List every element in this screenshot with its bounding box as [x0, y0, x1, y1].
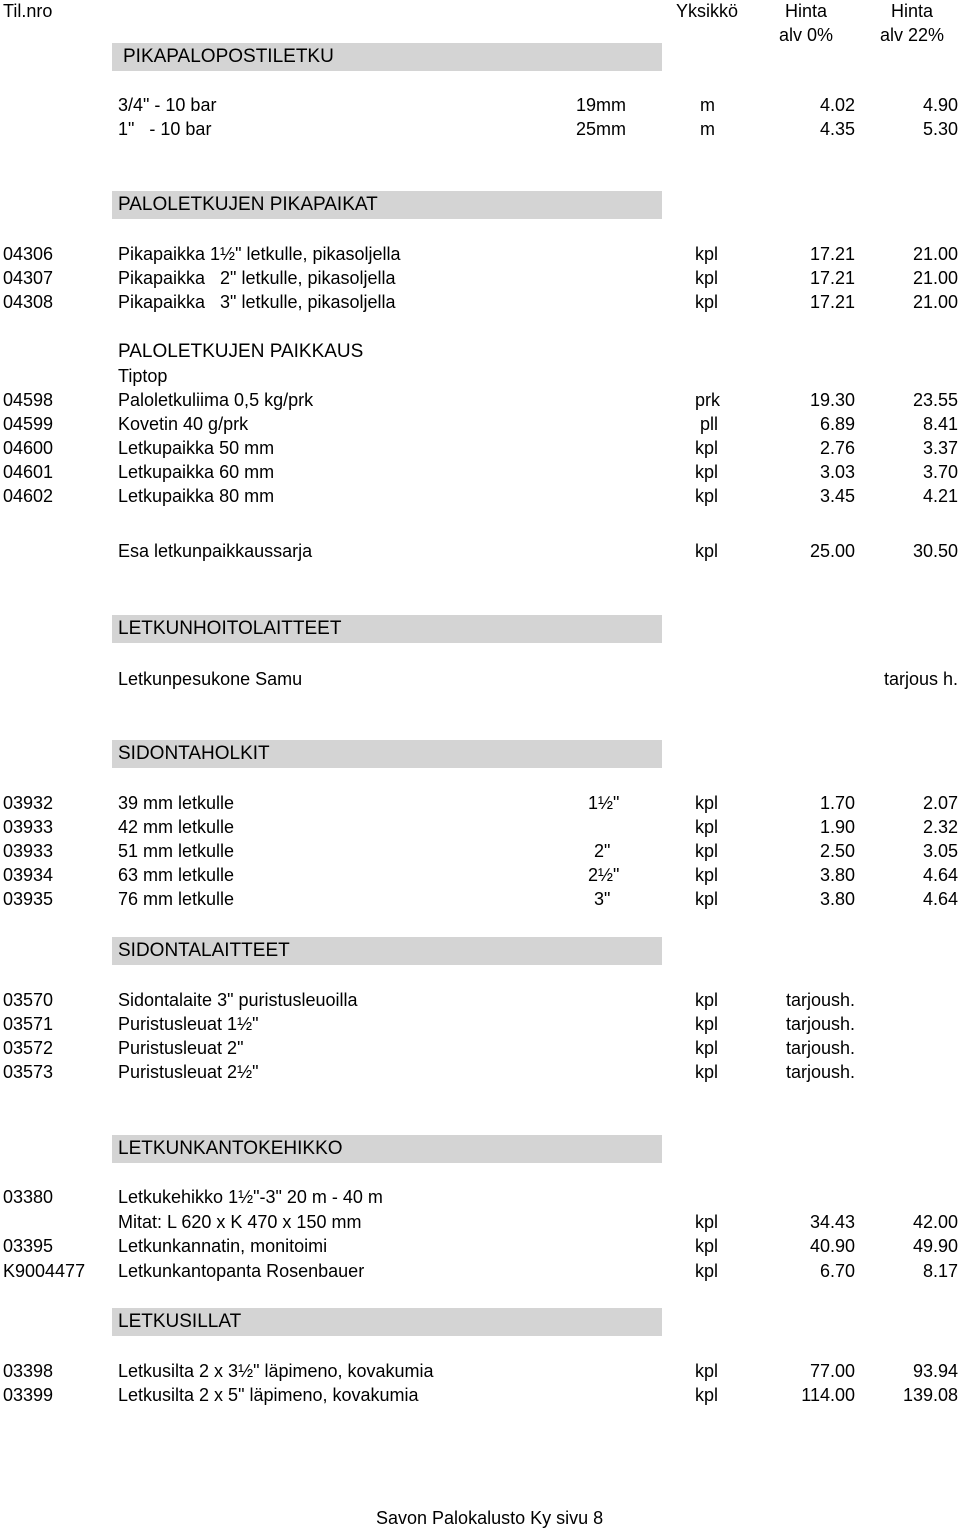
item-desc: Puristusleuat 1½": [118, 1014, 259, 1034]
item-price0: 3.03: [819, 462, 855, 482]
item-size: 2": [594, 841, 611, 861]
item-price0: 34.43: [809, 1212, 855, 1232]
section-subtitle: Tiptop: [118, 366, 168, 386]
item-desc: 39 mm letkulle: [118, 793, 235, 813]
item-unit: m: [700, 95, 715, 115]
item-unit: kpl: [695, 990, 719, 1010]
item-price22: 2.07: [922, 793, 958, 813]
item-nro: 04306: [3, 244, 54, 264]
item-unit: kpl: [695, 1385, 719, 1405]
item-price22: 21.00: [912, 244, 958, 264]
section-title: SIDONTAHOLKIT: [118, 743, 270, 764]
item-nro: 03934: [3, 865, 54, 885]
item-desc: Pikapaikka 3" letkulle, pikasoljella: [118, 292, 396, 312]
item-price22: 4.21: [922, 486, 958, 506]
col-header-price0: Hinta: [784, 1, 828, 21]
item-price22: 139.08: [902, 1385, 958, 1405]
item-desc: 76 mm letkulle: [118, 889, 235, 909]
item-desc: Letkupaikka 60 mm: [118, 462, 275, 482]
item-price22: 93.94: [912, 1361, 958, 1381]
item-nro: 03933: [3, 817, 54, 837]
item-size: 19mm: [576, 95, 627, 115]
section-title: LETKUNKANTOKEHIKKO: [118, 1138, 343, 1159]
item-price0: 4.02: [819, 95, 855, 115]
item-nro: 04601: [3, 462, 54, 482]
item-unit: kpl: [695, 1261, 719, 1281]
item-price0: 6.89: [819, 414, 855, 434]
item-price0: 17.21: [809, 244, 855, 264]
item-unit: kpl: [695, 1212, 719, 1232]
item-unit: kpl: [695, 1236, 719, 1256]
item-desc: Letkukehikko 1½"-3" 20 m - 40 m: [118, 1187, 383, 1207]
item-nro: 03573: [3, 1062, 54, 1082]
item-price22: 3.70: [922, 462, 958, 482]
item-desc: Kovetin 40 g/prk: [118, 414, 249, 434]
item-nro: 04307: [3, 268, 54, 288]
item-nro: 03570: [3, 990, 54, 1010]
item-desc: Letkunkantopanta Rosenbauer: [118, 1261, 365, 1281]
item-size: 25mm: [576, 119, 627, 139]
col-header-price22-sub: alv 22%: [879, 25, 945, 45]
item-unit: kpl: [695, 1062, 719, 1082]
item-desc: 1" - 10 bar: [118, 119, 212, 139]
item-price0: 40.90: [809, 1236, 855, 1256]
item-desc: 51 mm letkulle: [118, 841, 235, 861]
item-nro: 03935: [3, 889, 54, 909]
item-unit: kpl: [695, 889, 719, 909]
item-price22: 4.90: [922, 95, 958, 115]
item-unit: m: [700, 119, 715, 139]
item-nro: 03399: [3, 1385, 54, 1405]
item-price22: 4.64: [922, 889, 958, 909]
item-price0: 1.90: [819, 817, 855, 837]
item-desc: Sidontalaite 3" puristusleuoilla: [118, 990, 358, 1010]
item-desc: 63 mm letkulle: [118, 865, 235, 885]
item-size: 3": [594, 889, 611, 909]
item-price22: 30.50: [912, 541, 958, 561]
item-price22: 3.37: [922, 438, 958, 458]
item-nro: 03398: [3, 1361, 54, 1381]
item-price0: 3.80: [819, 865, 855, 885]
item-nro: 03933: [3, 841, 54, 861]
item-unit: kpl: [695, 292, 719, 312]
item-price22: 21.00: [912, 292, 958, 312]
item-desc: Paloletkuliima 0,5 kg/prk: [118, 390, 314, 410]
item-nro: 03380: [3, 1187, 54, 1207]
section-title: LETKUSILLAT: [118, 1311, 242, 1332]
item-price22: 42.00: [912, 1212, 958, 1232]
col-header-nro: Til.nro: [3, 1, 53, 21]
item-unit: kpl: [695, 865, 719, 885]
item-price22: 8.41: [922, 414, 958, 434]
item-nro: 03571: [3, 1014, 54, 1034]
item-price0: 114.00: [801, 1385, 855, 1405]
item-desc: Mitat: L 620 x K 470 x 150 mm: [118, 1212, 362, 1232]
item-nro: 03572: [3, 1038, 54, 1058]
item-size: 1½": [588, 793, 620, 813]
item-price0: 19.30: [809, 390, 855, 410]
item-price0: tarjoush.: [785, 1014, 855, 1034]
item-unit: kpl: [695, 438, 719, 458]
section-title: SIDONTALAITTEET: [118, 940, 290, 961]
item-desc: Letkunpesukone Samu: [118, 669, 303, 689]
col-header-price22: Hinta: [890, 1, 934, 21]
section-title: PALOLETKUJEN PIKAPAIKAT: [118, 194, 378, 215]
item-price22: 4.64: [922, 865, 958, 885]
item-unit: prk: [695, 390, 721, 410]
item-nro: 04602: [3, 486, 54, 506]
item-price0: tarjoush.: [785, 990, 855, 1010]
item-size: 2½": [588, 865, 620, 885]
item-desc: Pikapaikka 1½" letkulle, pikasoljella: [118, 244, 401, 264]
page-footer: Savon Palokalusto Ky sivu 8: [376, 1508, 604, 1528]
item-desc: 42 mm letkulle: [118, 817, 235, 837]
item-unit: kpl: [695, 1038, 719, 1058]
item-desc: Letkusilta 2 x 5" läpimeno, kovakumia: [118, 1385, 419, 1405]
section-title: PIKAPALOPOSTILETKU: [123, 46, 334, 67]
item-price0: 3.45: [819, 486, 855, 506]
item-unit: kpl: [695, 244, 719, 264]
item-price22: 5.30: [922, 119, 958, 139]
item-price0: 17.21: [809, 292, 855, 312]
section-title: PALOLETKUJEN PAIKKAUS: [118, 341, 364, 362]
item-price: tarjous h.: [883, 669, 958, 689]
item-desc: Letkusilta 2 x 3½" läpimeno, kovakumia: [118, 1361, 434, 1381]
item-price22: 23.55: [912, 390, 958, 410]
item-price0: tarjoush.: [785, 1038, 855, 1058]
col-header-unit: Yksikkö: [676, 1, 739, 21]
item-unit: pll: [700, 414, 719, 434]
item-unit: kpl: [695, 817, 719, 837]
item-nro: 03395: [3, 1236, 54, 1256]
item-price0: 17.21: [809, 268, 855, 288]
item-price22: 3.05: [922, 841, 958, 861]
item-nro: 04599: [3, 414, 54, 434]
item-unit: kpl: [695, 486, 719, 506]
item-price22: 2.32: [922, 817, 958, 837]
item-price0: tarjoush.: [785, 1062, 855, 1082]
section-title: LETKUNHOITOLAITTEET: [118, 618, 342, 639]
item-unit: kpl: [695, 1361, 719, 1381]
item-unit: kpl: [695, 841, 719, 861]
item-price0: 25.00: [809, 541, 855, 561]
item-unit: kpl: [695, 1014, 719, 1034]
item-price0: 77.00: [809, 1361, 855, 1381]
item-unit: kpl: [695, 462, 719, 482]
item-price22: 49.90: [912, 1236, 958, 1256]
item-desc: Puristusleuat 2½": [118, 1062, 259, 1082]
item-price0: 4.35: [819, 119, 855, 139]
item-unit: kpl: [695, 268, 719, 288]
item-desc: 3/4" - 10 bar: [118, 95, 217, 115]
item-desc: Pikapaikka 2" letkulle, pikasoljella: [118, 268, 396, 288]
item-price0: 1.70: [819, 793, 855, 813]
item-desc: Puristusleuat 2": [118, 1038, 244, 1058]
item-desc: Letkunkannatin, monitoimi: [118, 1236, 328, 1256]
col-header-price0-sub: alv 0%: [778, 25, 834, 45]
item-price22: 21.00: [912, 268, 958, 288]
item-nro: 03932: [3, 793, 54, 813]
item-nro: 04308: [3, 292, 54, 312]
item-nro: 04600: [3, 438, 54, 458]
item-unit: kpl: [695, 541, 719, 561]
item-desc: Letkupaikka 80 mm: [118, 486, 275, 506]
item-nro: K9004477: [3, 1261, 86, 1281]
item-price0: 6.70: [819, 1261, 855, 1281]
item-price22: 8.17: [922, 1261, 958, 1281]
item-price0: 2.76: [819, 438, 855, 458]
item-price0: 2.50: [819, 841, 855, 861]
item-price0: 3.80: [819, 889, 855, 909]
item-nro: 04598: [3, 390, 54, 410]
item-desc: Letkupaikka 50 mm: [118, 438, 275, 458]
item-desc: Esa letkunpaikkaussarja: [118, 541, 313, 561]
item-unit: kpl: [695, 793, 719, 813]
